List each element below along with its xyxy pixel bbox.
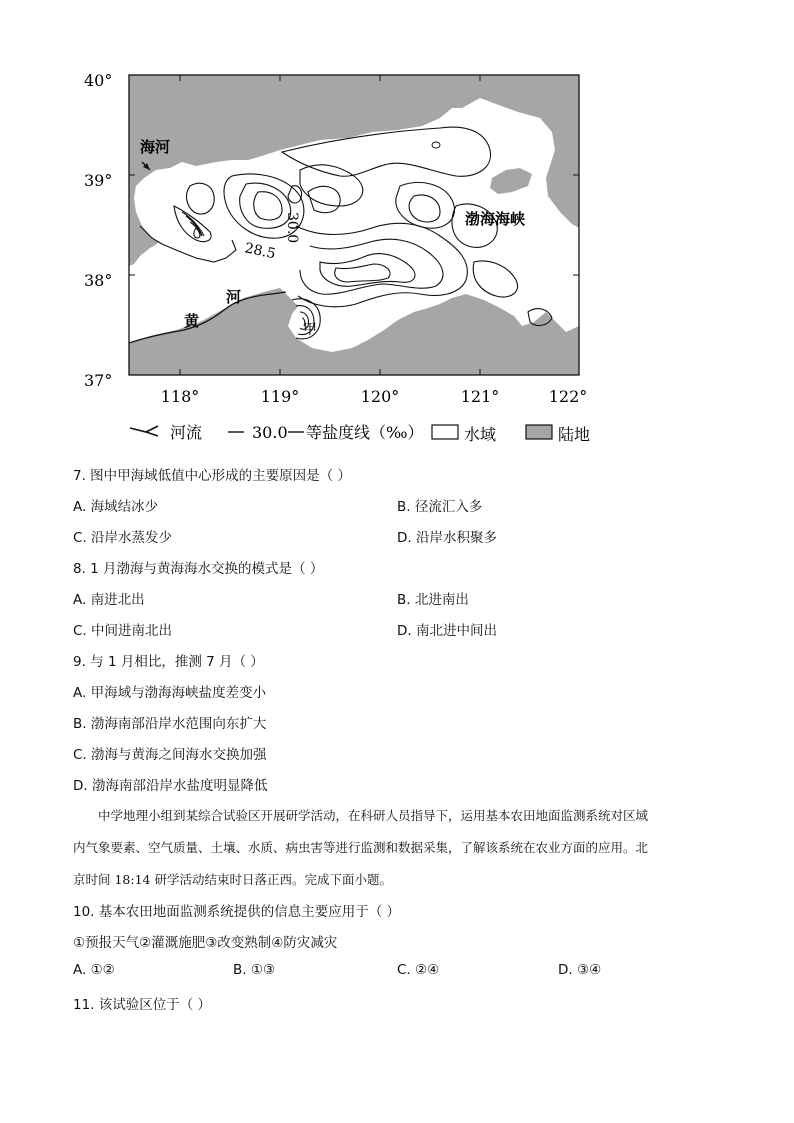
lat-label-37: 37°	[84, 371, 113, 390]
passage-line-1: 中学地理小组到某综合试验区开展研学活动，在科研人员指导下，运用基本农田地面监测系统对区域	[98, 808, 649, 823]
label-yellow-huang: 黄	[184, 312, 200, 330]
question-11-stem: 11. 该试验区位于（ ）	[73, 997, 212, 1013]
lon-label-120: 120°	[360, 387, 400, 406]
q9-option-d: D. 渤海南部沿岸水盐度明显降低	[73, 778, 268, 794]
question-8-stem: 8. 1 月渤海与黄海海水交换的模式是（ ）	[73, 561, 324, 577]
q10-option-b: B. ①③	[233, 962, 276, 978]
legend-river-icon	[130, 426, 158, 436]
question-9-stem: 9. 与 1 月相比，推测 7 月（ ）	[73, 654, 264, 670]
island-small	[432, 142, 440, 148]
lon-label-122: 122°	[548, 387, 588, 406]
q10-option-d: D. ③④	[558, 962, 602, 978]
lon-label-121: 121°	[460, 387, 500, 406]
lon-label-119: 119°	[260, 387, 300, 406]
question-10-stem: 10. 基本农田地面监测系统提供的信息主要应用于（ ）	[73, 904, 401, 920]
q7-option-d: D. 沿岸水积聚多	[397, 530, 497, 546]
q7-option-a: A. 海域结冰少	[73, 499, 159, 515]
lon-label-118: 118°	[160, 387, 200, 406]
lat-label-39: 39°	[84, 171, 113, 190]
legend-iso-value: 30.0	[252, 423, 288, 442]
label-haihe: 海河	[140, 138, 171, 156]
legend-water-label: 水域	[464, 425, 497, 444]
legend-iso-label: 等盐度线（‰）	[306, 423, 424, 442]
legend-water-swatch	[432, 425, 458, 439]
lat-label-40: 40°	[84, 71, 113, 90]
passage-line-3: 京时间 18:14 研学活动结束时日落正西。完成下面小题。	[73, 872, 392, 887]
q10-option-c: C. ②④	[397, 962, 440, 978]
isoline-label-28-5: 28.5	[243, 240, 277, 263]
isoline-label-30: 30.0	[284, 212, 300, 244]
q9-option-c: C. 渤海与黄海之间海水交换加强	[73, 747, 267, 763]
q9-option-a: A. 甲海域与渤海海峡盐度差变小	[73, 685, 267, 701]
lat-label-38: 38°	[84, 271, 113, 290]
label-strait: 渤海海峡	[465, 210, 526, 228]
bohai-salinity-map	[0, 0, 794, 450]
legend-land-label: 陆地	[558, 425, 591, 444]
q7-option-b: B. 径流汇入多	[397, 499, 483, 515]
q8-option-c: C. 中间进南北出	[73, 623, 173, 639]
passage-line-2: 内气象要素、空气质量、土壤、水质、病虫害等进行监测和数据采集，了解该系统在农业方面的应用。北	[73, 840, 649, 855]
q8-option-b: B. 北进南出	[397, 592, 469, 608]
legend-river-label: 河流	[170, 423, 203, 442]
q8-option-d: D. 南北进中间出	[397, 623, 497, 639]
q7-option-c: C. 沿岸水蒸发少	[73, 530, 173, 546]
q8-option-a: A. 南进北出	[73, 592, 145, 608]
legend-land-swatch	[526, 425, 552, 439]
q9-option-b: B. 渤海南部沿岸水范围向东扩大	[73, 716, 267, 732]
question-7-stem: 7. 图中甲海域低值中心形成的主要原因是（ ）	[73, 468, 351, 484]
label-yellow-he: 河	[226, 288, 242, 306]
map-legend	[130, 423, 590, 444]
q10-option-a: A. ①②	[73, 962, 115, 978]
label-jia: 甲	[303, 322, 317, 338]
q10-items: ①预报天气②灌溉施肥③改变熟制④防灾减灾	[73, 935, 338, 951]
